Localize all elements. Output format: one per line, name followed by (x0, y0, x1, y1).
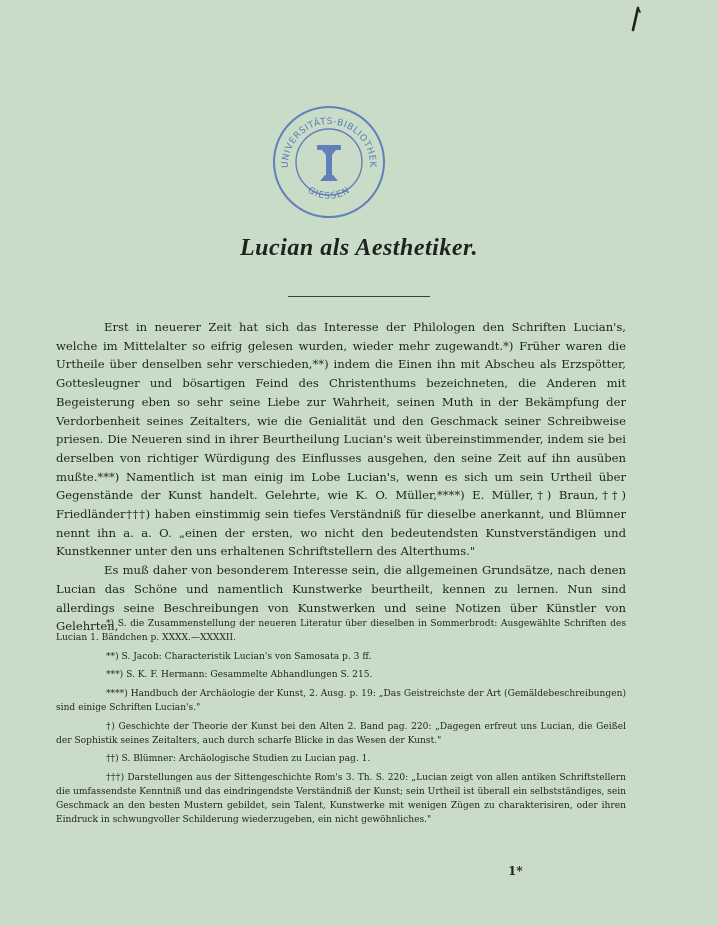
footnote: ***) S. K. F. Hermann: Gesammelte Abhandlungen S. 215. (106, 670, 373, 681)
footnote: †) Geschichte der Theorie der Kunst bei den Alten 2. Band pag. 220: „Dagegen erfreut uns Lucian, die Geißel der Sophistik seines Zeitalters, auch durch scharfe Blicke in das Wesen der Kunst." (56, 721, 626, 746)
svg-text:GIESSEN (306, 186, 352, 202)
footnote: ††) S. Blümner: Archäologische Studien zu Lucian pag. 1. (106, 754, 371, 765)
body-text (56, 318, 626, 636)
footnote: **) S. Jacob: Characteristik Lucian's von Samosata p. 3 ff. (106, 651, 372, 662)
body-paragraph: Es muß daher von besonderem Interesse sein, die allgemeinen Grundsätze, nach denen Lucian das Schöne und namentlich Kunstwerke beurtheilt, kennen zu lernen. Nun sind allerdings seine Beschreibungen von Kunstwerken und seine Notizen über Künstler von Gelehrten, (56, 563, 626, 634)
footnote: *) S. die Zusammenstellung der neueren Literatur über dieselben in Sommerbrodt: Ausgewählte Schriften des Lucian 1. Bändchen p. XXXX.—XXXXII. (56, 619, 626, 643)
corner-pencil-mark (628, 6, 642, 34)
page-title: Lucian als Aesthetiker. (240, 235, 478, 261)
body-paragraph: Erst in neuerer Zeit hat sich das Interesse der Philologen den Schriften Lucian's, welche im Mittelalter so eifrig gelesen wurden, wieder mehr zugewandt.*) Früher waren die Urtheile über denselben sehr verschieden,**) indem die Einen ihn mit Abscheu als Erzspötter, Gottesleugner und bösartigen Feind des Christenthums bezeichneten, die Anderen mit Begeisterung eben so sehr seine Liebe zur Wahrheit, seinen Muth in der Bekämpfung der Verdorbenheit seines Zeitalters, wie die Genialität und den Geschmack seiner Schreibweise priesen. Die Neueren sind in ihrer Beurtheilung Lucian's weit übereinstimmender, indem sie bei derselben von richtiger Würdigung des Einflusses ausgehen, den seine Zeit auf ihn ausüben mußte.***) Namentlich ist man einig im Lobe Lucian's, wenn es sich um sein Urtheil über Gegenstände der Kunst handelt. Gelehrte, wie K. O. Müller,****) E. Müller,†) Braun,††) Friedländer†††) haben einstimmig sein tiefes Verständniß für dieselbe anerkannt, und Blümner nennt ihn a. a. O. „einen der ersten, wo nicht den bedeutendsten Kunstverständigen und Kunstkenner unter den uns erhaltenen Schriftstellern des Alterthums." (56, 320, 626, 559)
stamp-cross-emblem (317, 145, 341, 181)
title-divider (288, 296, 430, 297)
library-stamp (270, 103, 388, 221)
footnotes (56, 618, 626, 832)
footnote: †††) Darstellungen aus der Sittengeschichte Rom's 3. Th. S. 220: „Lucian zeigt von allen antiken Schriftstellern die umfassendste Kenntniß und das eindringendste Verständniß der Kunst; sein Urtheil ist überall ein selbstständiges, sein Geschmack an den besten Mustern gebildet, sein Talent, Kunstwerke mit wenigen Zügen zu charakterisiren, oder ihren Eindruck in schwungvoller Schilderung wiederzugeben, ein nicht gewöhnliches." (56, 773, 626, 825)
page-number: 1* (508, 864, 523, 878)
stamp-text-bottom: GIESSEN (305, 185, 353, 202)
stamp-text-top: UNIVERSITÄTS-BIBLIOTHEK (280, 116, 378, 169)
footnote: ****) Handbuch der Archäologie der Kunst, 2. Ausg. p. 19: „Das Geistreichste der Art (Gemäldebeschreibungen) sind einige Schriften Lucian's." (56, 689, 626, 713)
